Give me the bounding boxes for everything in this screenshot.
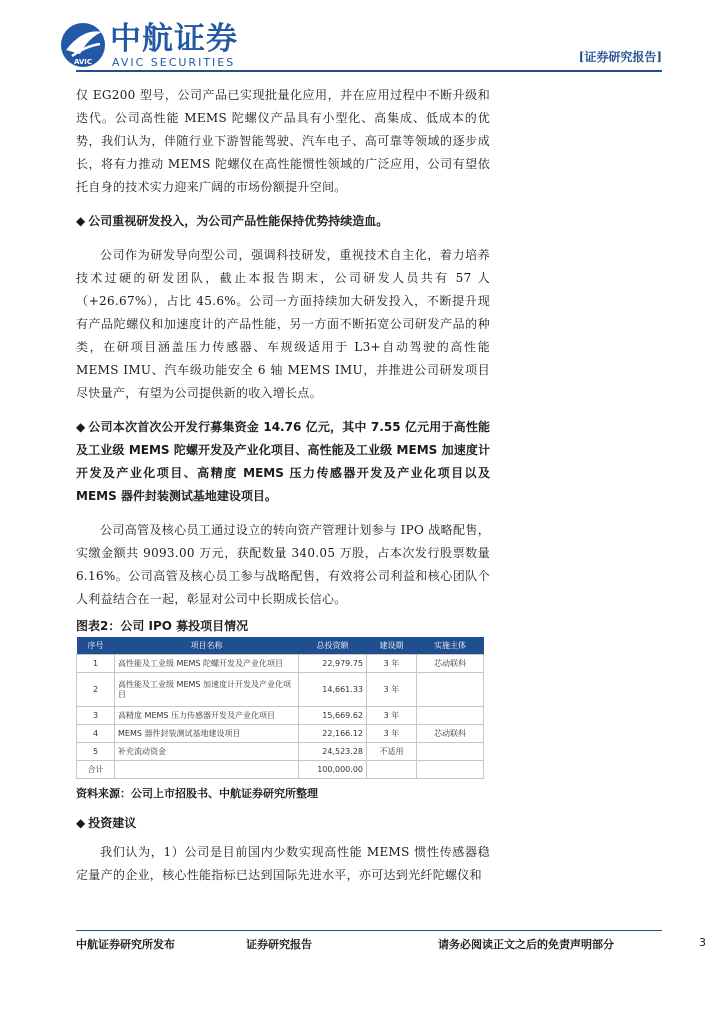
page-footer bbox=[76, 936, 706, 956]
bullet-ipo-funds: ◆ 公司本次首次公开发行募集资金 14.76 亿元，其中 7.55 亿元用于高性能及工业级 MEMS 陀螺开发及产业化项目、高性能及工业级 MEMS 加速度计开发及产业化项目、高精度 MEMS 压力传感器开发及产业化项目以及 MEMS 器件封装测试基地建设项目。 bbox=[76, 420, 491, 503]
table-row: 2 高性能及工业级 MEMS 加速度计开发及产业化项目 14,661.33 3 年 bbox=[77, 673, 484, 707]
diamond-bullet-icon: ◆ bbox=[76, 214, 86, 228]
paragraph-1: 仅 EG200 型号，公司产品已实现批量化应用，并在应用过程中不断升级和迭代。公司高性能 MEMS 陀螺仪产品具有小型化、高集成、低成本的优势，我们认为，伴随行业下游智能驾驶、汽车电子、高可靠等领域的逐步成长，将有力推动 MEMS 陀螺仪在高性能惯性领域的广泛应用，公司有望依托自身的技术实力迎来广阔的市场份额提升空间。 bbox=[76, 88, 490, 194]
bullet-investment-advice: ◆ 投资建议 bbox=[76, 816, 137, 830]
bullet-rd-investment: ◆ 公司重视研发投入，为公司产品性能保持优势持续造血。 bbox=[76, 214, 389, 228]
table-row: 4 MEMS 器件封装测试基地建设项目 22,166.12 3 年 芯动联科 bbox=[77, 725, 484, 743]
brand-name-en: AVIC SECURITIES bbox=[112, 56, 236, 69]
footer-divider bbox=[76, 930, 662, 931]
header-divider bbox=[76, 70, 662, 72]
col-header: 实施主体 bbox=[417, 637, 484, 655]
footer-report-type: 证券研究报告 bbox=[246, 938, 312, 951]
table-row: 3 高精度 MEMS 压力传感器开发及产业化项目 15,669.62 3 年 bbox=[77, 707, 484, 725]
avic-logo-icon bbox=[58, 20, 108, 70]
table-row: 1 高性能及工业级 MEMS 陀螺开发及产业化项目 22,979.75 3 年 芯动联科 bbox=[77, 655, 484, 673]
report-body bbox=[76, 84, 490, 887]
page-header bbox=[0, 0, 724, 76]
col-header: 项目名称 bbox=[115, 637, 299, 655]
page-number: 3 bbox=[699, 936, 706, 949]
paragraph-4: 我们认为，1）公司是目前国内少数实现高性能 MEMS 惯性传感器稳定量产的企业，核心性能指标已达到国际先进水平，亦可达到光纤陀螺仪和 bbox=[76, 845, 490, 882]
table-total-row: 合计 100,000.00 bbox=[77, 761, 484, 779]
col-header: 建设期 bbox=[367, 637, 417, 655]
report-type-label: [证券研究报告] bbox=[578, 50, 662, 64]
logo-text: AVIC bbox=[73, 58, 93, 66]
brand-name-cn: 中航证券 bbox=[110, 21, 238, 57]
diamond-bullet-icon: ◆ bbox=[76, 816, 86, 830]
col-header: 序号 bbox=[77, 637, 115, 655]
ipo-projects-table bbox=[76, 637, 484, 779]
table-row: 5 补充流动资金 24,523.28 不适用 bbox=[77, 743, 484, 761]
footer-disclaimer: 请务必阅读正文之后的免责声明部分 bbox=[438, 938, 614, 951]
figure-caption: 图表2：公司 IPO 募投项目情况 bbox=[76, 619, 249, 633]
footer-publisher: 中航证券研究所发布 bbox=[76, 938, 175, 951]
paragraph-3: 公司高管及核心员工通过设立的转向资产管理计划参与 IPO 战略配售，实缴金额共 9093.00 万元，获配数量 340.05 万股，占本次发行股票数量 6.16%。公司高管及核心员工参与战略配售，有效将公司利益和核心团队个人利益结合在一起，彰显对公司中长期成长信心。 bbox=[76, 523, 490, 606]
col-header: 总投资额 bbox=[299, 637, 367, 655]
table-header-row bbox=[77, 637, 484, 655]
paragraph-2: 公司作为研发导向型公司，强调科技研发，重视技术自主化，着力培养技术过硬的研发团队，截止本报告期末，公司研发人员共有 57 人（+26.67%），占比 45.6%。公司一方面持续加大研发投入，不断提升现有产品陀螺仪和加速度计的产品性能，另一方面不断拓宽公司研发产品的种类，在研项目涵盖压力传感器、车规级适用于 L3+自动驾驶的高性能 MEMS IMU、汽车级功能安全 6 轴 MEMS IMU，并推进公司研发项目尽快量产，有望为公司提供新的收入增长点。 bbox=[76, 248, 490, 400]
diamond-bullet-icon: ◆ bbox=[76, 420, 86, 434]
data-source: 资料来源：公司上市招股书、中航证券研究所整理 bbox=[76, 787, 318, 800]
